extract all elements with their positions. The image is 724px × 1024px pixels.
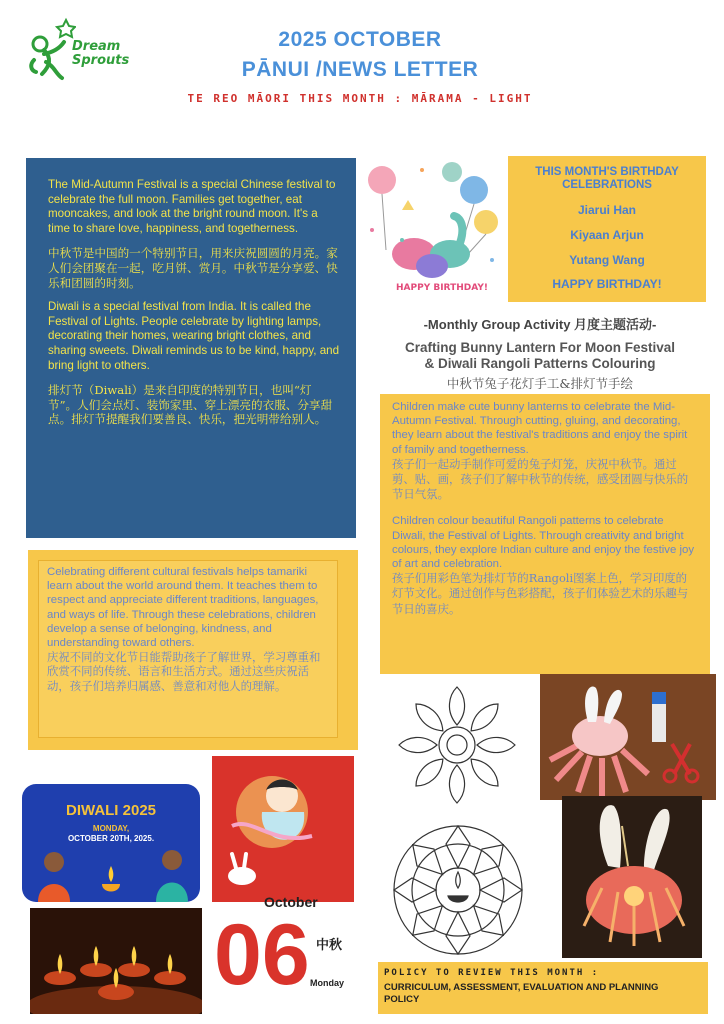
diwali-chinese: 排灯节（Diwali）是来自印度的特别节日，也叫“灯节”。人们会点灯、装饰家里、穿上漂亮的衣服、分享甜点。排灯节提醒我们要善良、快乐，把光明带给别人。 (48, 383, 333, 427)
birthday-heading: THIS MONTH'S BIRTHDAY CELEBRATIONS (535, 166, 679, 191)
diwali-card-weekday: MONDAY, (92, 824, 130, 833)
policy-name: CURRICULUM, ASSESSMENT, EVALUATION AND PLANNING POLICY (384, 982, 659, 1005)
birthday-celebrations-panel (508, 156, 706, 302)
cultural-festivals-panel (28, 550, 358, 750)
calendar-day-number: 06 (214, 907, 310, 1003)
newsletter-subtitle: PĀNUI /NEWS LETTER (241, 58, 479, 81)
sprout-figure-icon (26, 14, 76, 84)
te-reo-word-of-month: TE REO MĀORI THIS MONTH : MĀRAMA - LIGHT (187, 92, 533, 105)
birthday-name: Kiyaan Arjun (570, 228, 644, 242)
calendar-weekday: Monday (310, 978, 345, 988)
birthday-name: Yutang Wang (569, 253, 645, 267)
birthday-name: Jiarui Han (577, 203, 637, 217)
newsletter-title: 2025 OCTOBER (278, 28, 442, 51)
diwali-english: Diwali is a special festival from India. It is called the Festival of Lights. People celebrate by lighting lamps, decorating their homes, wearing bright clothes, and sharing sweets. Diwali reminds us to be kind, happy, and bring light to others. (48, 300, 340, 372)
mid-autumn-english: The Mid-Autumn Festival is a special Chinese festival to celebrate the full moon. Families get together, eat mooncakes, and look at the bright round moon. It's a time to share love, happiness, and togetherness. (48, 178, 336, 235)
diwali-people-illustration (22, 844, 200, 902)
dream-sprouts-logo (26, 14, 136, 84)
activity-description-panel (380, 394, 710, 674)
activity-name-line2: & Diwali Rangoli Patterns Colouring (424, 356, 656, 371)
mid-autumn-calendar-graphic (212, 756, 354, 1018)
birthday-image-text: HAPPY BIRTHDAY! (396, 283, 488, 293)
diwali-lamp-rangoli-outline (386, 820, 536, 960)
diwali-card-date: OCTOBER 20TH, 2025. (67, 834, 155, 843)
calendar-festival-mark: 中秋 (316, 938, 343, 953)
happy-birthday-text: HAPPY BIRTHDAY! (552, 277, 662, 291)
culture-chinese: 庆祝不同的文化节日能帮助孩子了解世界，学习尊重和欣赏不同的传统、语言和生活方式。通过这些庆祝活动，孩子们培养归属感、善意和对他人的理解。 (47, 650, 321, 693)
calendar-month: October (264, 894, 318, 910)
activity-name-line1: Crafting Bunny Lantern For Moon Festival (404, 340, 675, 355)
policy-review-panel (378, 962, 708, 1014)
lit-bunny-lantern-photo (562, 796, 702, 958)
logo-text: Dream Sprouts (72, 39, 130, 68)
lantern-activity-english: Children make cute bunny lanterns to celebrate the Mid-Autumn Festival. Through cutting, gluing, and decorating, they learn about the festival's traditions and enjoy the spirit of family and togetherness. (392, 401, 688, 456)
lantern-activity-chinese: 孩子们一起动手制作可爱的兔子灯笼，庆祝中秋节。通过剪、贴、画，孩子们了解中秋节的传统，感受团圆与快乐的节日气氛。 (392, 456, 689, 502)
moon-fairy-illustration (212, 756, 354, 902)
festival-description-panel (26, 158, 356, 538)
bunny-lantern-craft-photo (540, 674, 716, 800)
birthday-dinosaur-illustration (362, 150, 502, 300)
policy-label: POLICY TO REVIEW THIS MONTH : (384, 968, 600, 978)
activity-name-chinese: 中秋节兔子花灯手工&排灯节手绘 (446, 376, 634, 391)
monthly-activity-title: -Monthly Group Activity 月度主题活动- (423, 317, 657, 332)
rangoli-activity-english: Children colour beautiful Rangoli patterns to celebrate Diwali, the Festival of Lights. Through creativity and bright colours, they explore Indian culture and enjoy the festive joy of art and celebration. (392, 515, 695, 571)
mid-autumn-chinese: 中秋节是中国的一个特别节日，用来庆祝圆圆的月亮。家人们会团聚在一起，吃月饼、赏月。中秋节是分享爱、快乐和团圆的时刻。 (48, 246, 338, 290)
rangoli-activity-chinese: 孩子们用彩色笔为排灯节的Rangoli图案上色，学习印度的灯节文化。通过创作与色彩搭配，孩子们体验艺术的乐趣与节日的喜庆。 (392, 571, 689, 616)
rangoli-pattern-outline (382, 680, 532, 810)
diwali-2025-card (22, 784, 200, 902)
culture-english: Celebrating different cultural festivals helps tamariki learn about the world around them. It teaches them to respect and appreciate different traditions, languages, and ways of life. Through these celebrations, children develop a sense of belonging, kindness, and understanding toward others. (47, 566, 319, 650)
diwali-card-title: DIWALI 2025 (65, 802, 157, 819)
diya-lamps-photo (30, 908, 202, 1014)
